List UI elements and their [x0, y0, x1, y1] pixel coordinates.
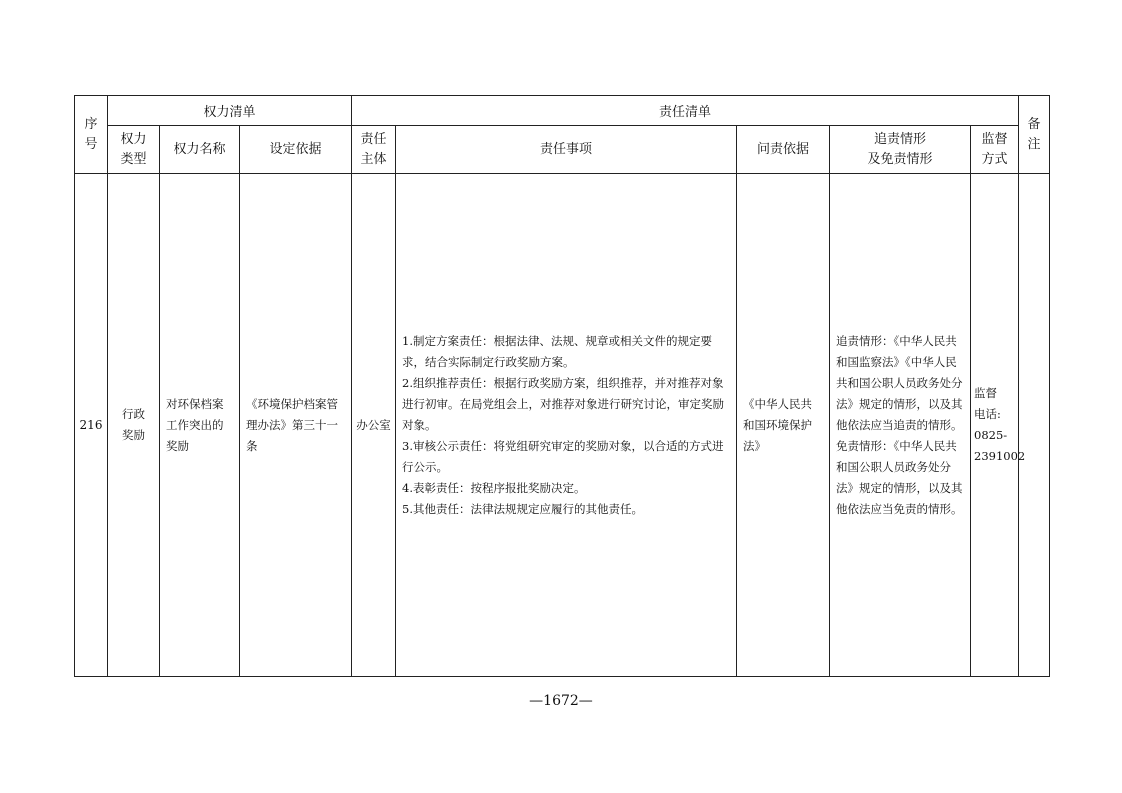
row-subject: 办公室 — [352, 174, 396, 677]
row-supervision: 监督 电话: 0825- 2391002 — [971, 174, 1019, 677]
row-accountability-basis: 《中华人民共和国环境保护法》 — [737, 174, 830, 677]
header-duties: 责任事项 — [396, 126, 737, 174]
duty-item: 4.表彰责任：按程序报批奖励决定。 — [402, 480, 586, 495]
duty-item: 2.组织推荐责任：根据行政奖励方案，组织推荐，并对推荐对象进行初审。在局党组会上，对推荐对象进行研究讨论，审定奖励对象。 — [402, 375, 724, 432]
header-subject: 责任 主体 — [352, 126, 396, 174]
page-number: —1672— — [529, 693, 593, 709]
table-row — [75, 174, 1050, 677]
header-accountability-basis: 问责依据 — [737, 126, 830, 174]
row-power-name: 对环保档案工作突出的奖励 — [160, 174, 240, 677]
row-seq: 216 — [75, 174, 108, 677]
header-power-name: 权力名称 — [160, 126, 240, 174]
row-remark — [1019, 174, 1050, 677]
header-seq: 序 号 — [75, 96, 108, 174]
header-power-list: 权力清单 — [108, 96, 352, 126]
row-power-type: 行政 奖励 — [108, 174, 160, 677]
header-power-type: 权力 类型 — [108, 126, 160, 174]
duty-item: 3.审核公示责任：将党组研究审定的奖励对象，以合适的方式进行公示。 — [402, 438, 724, 474]
responsibility-table — [74, 95, 1050, 677]
header-remark: 备 注 — [1019, 96, 1050, 174]
row-duties — [396, 174, 737, 677]
duty-item: 5.其他责任：法律法规规定应履行的其他责任。 — [402, 501, 643, 516]
header-basis: 设定依据 — [240, 126, 352, 174]
duty-item: 1.制定方案责任：根据法律、法规、规章或相关文件的规定要求，结合实际制定行政奖励方案。 — [402, 333, 712, 369]
header-pursuit: 追责情形 及免责情形 — [830, 126, 971, 174]
pursuit-item: 免责情形：《中华人民共和国公职人员政务处分法》规定的情形，以及其他依法应当免责的情形。 — [836, 438, 963, 516]
pursuit-item: 追责情形：《中华人民共和国监察法》《中华人民共和国公职人员政务处分法》规定的情形，以及其他依法应当追责的情形。 — [836, 333, 963, 432]
row-pursuit — [830, 174, 971, 677]
header-responsibility-list: 责任清单 — [352, 96, 1019, 126]
row-basis: 《环境保护档案管理办法》第三十一条 — [240, 174, 352, 677]
header-supervision: 监督 方式 — [971, 126, 1019, 174]
